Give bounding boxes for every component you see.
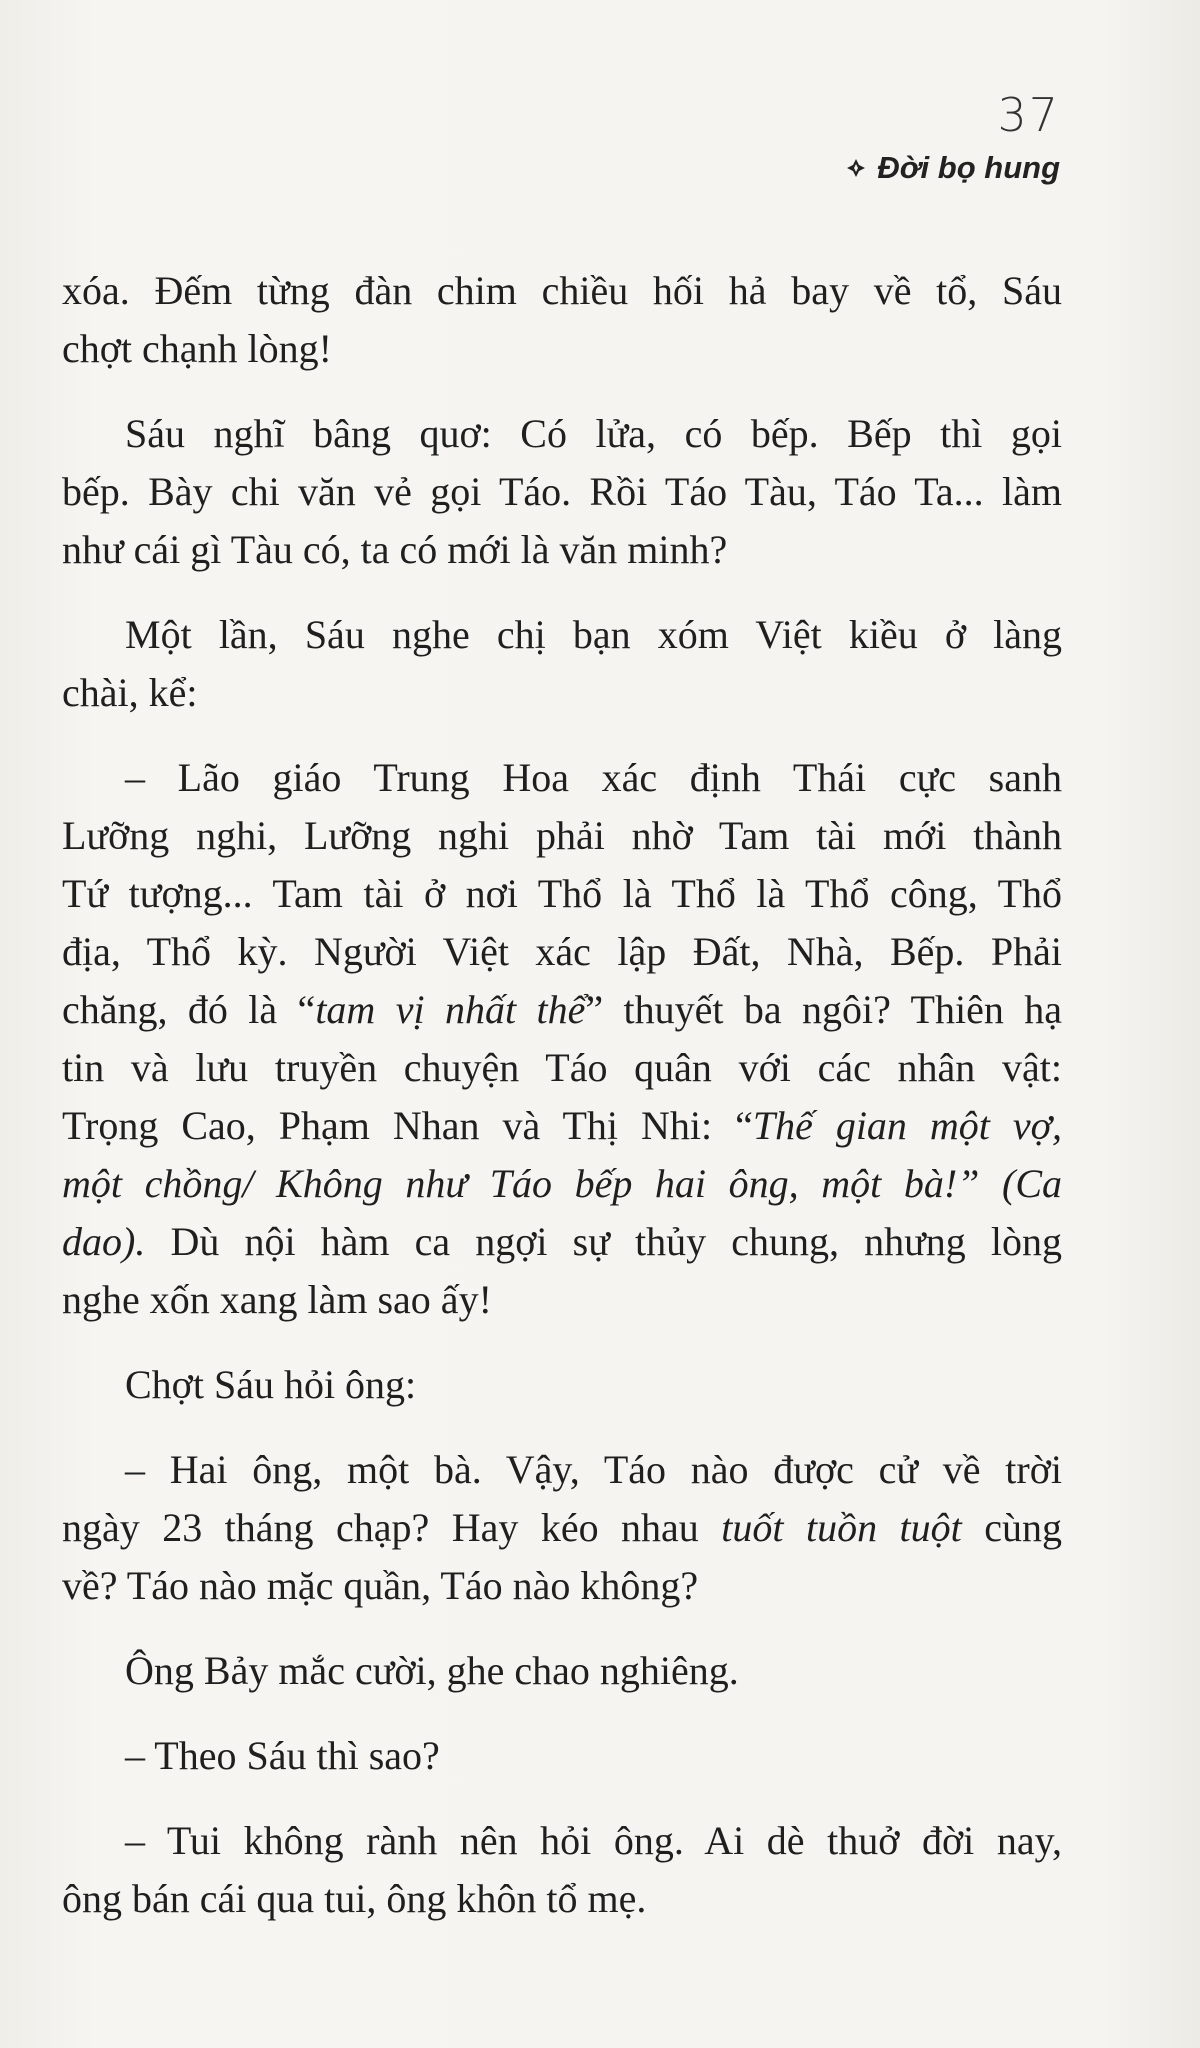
paragraph — [62, 606, 1062, 722]
italic-text: tam vị nhất thể — [315, 987, 586, 1032]
text-run: Ông Bảy mắc cười, ghe chao nghiêng. — [125, 1648, 739, 1693]
text-line — [62, 1727, 1062, 1785]
text-line — [62, 1642, 1062, 1700]
text-line — [62, 606, 1062, 664]
paragraph — [62, 262, 1062, 378]
text-run: Lưỡng nghi, Lưỡng nghi phải nhờ Tam tài mới thành — [62, 813, 1062, 858]
text-line — [62, 521, 1062, 579]
text-line — [62, 1039, 1062, 1097]
text-run: chăng, đó là “ — [62, 987, 316, 1032]
text-run: ông bán cái qua tui, ông khôn tổ mẹ. — [62, 1876, 647, 1921]
text-line — [62, 1499, 1062, 1557]
running-title: Đời bọ hung — [877, 150, 1060, 185]
italic-text: Thế gian một vợ, — [752, 1103, 1062, 1148]
paragraph — [62, 1441, 1062, 1615]
text-line — [62, 1155, 1062, 1213]
text-line — [62, 664, 1062, 722]
text-run: nghe xốn xang làm sao ấy! — [62, 1277, 492, 1322]
paragraph — [62, 405, 1062, 579]
text-run: Dù nội hàm ca ngợi sự thủy chung, nhưng lòng — [145, 1219, 1062, 1264]
text-line — [62, 405, 1062, 463]
paragraph — [62, 1642, 1062, 1700]
text-line — [62, 1812, 1062, 1870]
text-run: về? Táo nào mặc quần, Táo nào không? — [62, 1563, 699, 1608]
text-run: – Tui không rành nên hỏi ông. Ai dè thuở đời nay, — [125, 1818, 1062, 1863]
text-run: Một lần, Sáu nghe chị bạn xóm Việt kiều ở làng — [125, 612, 1062, 657]
italic-text: dao). — [62, 1219, 146, 1264]
text-line — [62, 1557, 1062, 1615]
text-run: Tứ tượng... Tam tài ở nơi Thổ là Thổ là Thổ công, Thổ — [62, 871, 1062, 916]
text-line — [62, 1213, 1062, 1271]
text-run: Chợt Sáu hỏi ông: — [125, 1362, 417, 1407]
text-run: địa, Thổ kỳ. Người Việt xác lập Đất, Nhà, Bếp. Phải — [62, 929, 1062, 974]
text-line — [62, 807, 1062, 865]
text-run: – Theo Sáu thì sao? — [125, 1733, 440, 1778]
paragraph — [62, 1812, 1062, 1928]
text-line — [62, 262, 1062, 320]
paragraph — [62, 1356, 1062, 1414]
running-header — [847, 150, 1060, 186]
text-run: chợt chạnh lòng! — [62, 326, 332, 371]
text-run: như cái gì Tàu có, ta có mới là văn minh? — [62, 527, 728, 572]
text-line — [62, 981, 1062, 1039]
text-line — [62, 923, 1062, 981]
text-line — [62, 320, 1062, 378]
text-line — [62, 463, 1062, 521]
page-number: 37 — [997, 88, 1060, 142]
text-run: cùng — [961, 1505, 1062, 1550]
text-run: Trọng Cao, Phạm Nhan và Thị Nhi: “ — [62, 1103, 753, 1148]
text-run: – Lão giáo Trung Hoa xác định Thái cực sanh — [125, 755, 1062, 800]
text-run: Sáu nghĩ bâng quơ: Có lửa, có bếp. Bếp thì gọi — [125, 411, 1062, 456]
text-run: tin và lưu truyền chuyện Táo quân với các nhân vật: — [62, 1045, 1062, 1090]
text-line — [62, 865, 1062, 923]
text-run: ngày 23 tháng chạp? Hay kéo nhau — [62, 1505, 722, 1550]
text-line — [62, 1356, 1062, 1414]
text-line — [62, 1870, 1062, 1928]
text-run: xóa. Đếm từng đàn chim chiều hối hả bay về tổ, Sáu — [62, 268, 1062, 313]
italic-text: một chồng/ Không như Táo bếp hai ông, một bà!” (Ca — [62, 1161, 1062, 1206]
body-text — [62, 262, 1062, 1955]
paragraph — [62, 1727, 1062, 1785]
text-line — [62, 749, 1062, 807]
text-line — [62, 1271, 1062, 1329]
text-line — [62, 1441, 1062, 1499]
text-run: ” thuyết ba ngôi? Thiên hạ — [585, 987, 1062, 1032]
italic-text: tuốt tuồn tuột — [721, 1505, 962, 1550]
text-run: bếp. Bày chi văn vẻ gọi Táo. Rồi Táo Tàu, Táo Ta... làm — [62, 469, 1062, 514]
diamond-icon — [847, 159, 865, 177]
text-run: chài, kể: — [62, 670, 198, 715]
text-run: – Hai ông, một bà. Vậy, Táo nào được cử về trời — [125, 1447, 1062, 1492]
text-line — [62, 1097, 1062, 1155]
paragraph — [62, 749, 1062, 1329]
